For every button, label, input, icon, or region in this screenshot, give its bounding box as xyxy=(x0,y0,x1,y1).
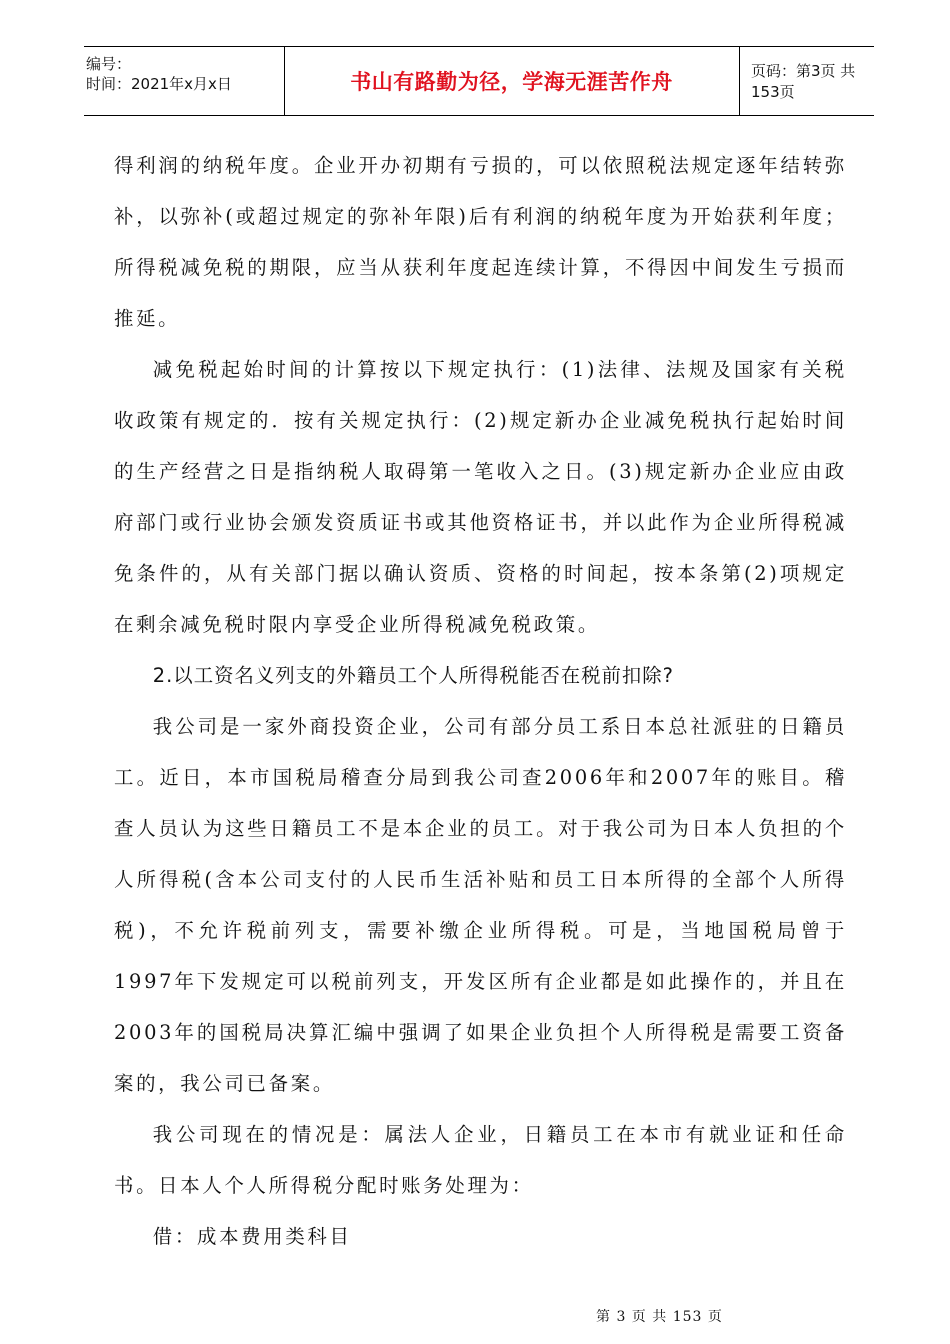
number-label: 编号： xyxy=(86,55,132,73)
header-meta xyxy=(84,47,284,115)
section-heading: 2.以工资名义列支的外籍员工个人所得税能否在税前扣除? xyxy=(152,664,674,687)
header-divider-right xyxy=(739,47,740,115)
page-header xyxy=(84,46,874,116)
page-footer: 第 3 页 共 153 页 xyxy=(596,1309,723,1325)
paragraph-debit-entry: 借：成本费用类科目 xyxy=(152,1225,352,1248)
header-page-info: 页码：第3页 共153页 xyxy=(751,62,856,101)
paragraph-current-situation: 我公司现在的情况是：属法人企业，日籍员工在本市有就业证和任命书。日本人个人所得税分配时账务处理为： xyxy=(114,1123,847,1197)
time-label: 时间：2021年x月x日 xyxy=(86,75,232,93)
header-motto: 书山有路勤为径，学海无涯苦作舟 xyxy=(350,70,673,94)
document-body xyxy=(114,140,847,1262)
paragraph-company-case: 我公司是一家外商投资企业，公司有部分员工系日本总社派驻的日籍员工。近日，本市国税局稽查分局到我公司查2006年和2007年的账目。稽查人员认为这些日籍员工不是本企业的员工。对于我公司为日本人负担的个人所得税(含本公司支付的人民币生活补贴和员工日本所得的全部个人所得税)，不允许税前列支，需要补缴企业所得税。可是，当地国税局曾于1997年下发规定可以税前列支，开发区所有企业都是如此操作的，并且在2003年的国税局决算汇编中强调了如果企业负担个人所得税是需要工资备案的，我公司已备案。 xyxy=(114,715,847,1095)
paragraph-exemption-start: 减免税起始时间的计算按以下规定执行：(1)法律、法规及国家有关税收政策有规定的．按有关规定执行：(2)规定新办企业减免税执行起始时间的生产经营之日是指纳税人取碍第一笔收入之日。(3)规定新办企业应由政府部门或行业协会颁发资质证书或其他资格证书，并以此作为企业所得税减免条件的，从有关部门据以确认资质、资格的时间起，按本条第(2)项规定在剩余减免税时限内享受企业所得税减免税政策。 xyxy=(114,358,847,636)
paragraph-continuation: 得利润的纳税年度。企业开办初期有亏损的，可以依照税法规定逐年结转弥补，以弥补(或超过规定的弥补年限)后有利润的纳税年度为开始获利年度；所得税减免税的期限，应当从获利年度起连续计算，不得因中间发生亏损而推延。 xyxy=(114,154,847,330)
